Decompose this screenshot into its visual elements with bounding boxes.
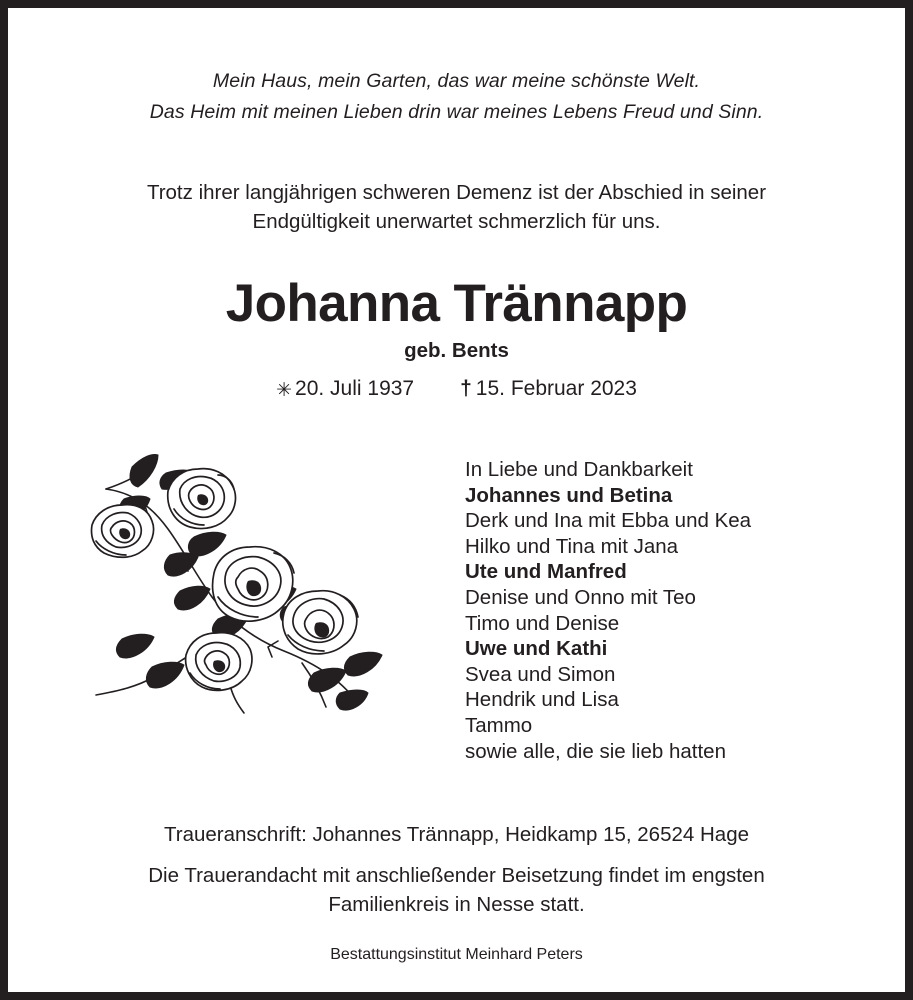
mourning-address: Traueranschrift: Johannes Trännapp, Heidkamp 15, 26524 Hage xyxy=(164,823,749,846)
verse-line-2: Das Heim mit meinen Lieben drin war meines Lebens Freud und Sinn. xyxy=(149,101,764,123)
family-line: Tammo xyxy=(465,713,533,737)
death-cross-icon: † xyxy=(460,377,472,400)
family-line: Hilko und Tina mit Jana xyxy=(465,534,679,558)
intro-block xyxy=(8,178,905,236)
birth-date: 20. Juli 1937 xyxy=(295,377,415,400)
family-line: Johannes und Betina xyxy=(465,483,673,507)
deceased-name: Johanna Trännapp xyxy=(225,274,688,333)
birth-star-icon: ✳ xyxy=(276,380,293,401)
family-block xyxy=(465,457,751,764)
family-line: Ute und Manfred xyxy=(465,560,627,584)
maiden-name: geb. Bents xyxy=(404,339,509,362)
intro-line-1: Trotz ihrer langjährigen schweren Demenz ist der Abschied in seiner xyxy=(146,181,767,204)
family-line: sowie alle, die sie lieb hatten xyxy=(465,739,726,763)
life-dates xyxy=(8,377,905,402)
family-heading: In Liebe und Dankbarkeit xyxy=(465,458,693,481)
funeral-info-line-2: Familienkreis in Nesse statt. xyxy=(328,893,585,916)
family-line: Timo und Denise xyxy=(465,611,620,635)
family-line: Uwe und Kathi xyxy=(465,637,608,661)
family-line: Svea und Simon xyxy=(465,662,616,686)
family-line: Hendrik und Lisa xyxy=(465,688,619,712)
funeral-info xyxy=(8,861,905,919)
funeral-info-line-1: Die Trauerandacht mit anschließender Beisetzung findet im engsten xyxy=(148,864,765,887)
family-line: Denise und Onno mit Teo xyxy=(465,585,696,609)
intro-line-2: Endgültigkeit unerwartet schmerzlich für uns. xyxy=(252,210,661,233)
notice-inner xyxy=(8,8,905,992)
funeral-institute: Bestattungsinstitut Meinhard Peters xyxy=(330,946,583,963)
death-date: 15. Februar 2023 xyxy=(475,377,637,400)
family-line: Derk und Ina mit Ebba und Kea xyxy=(465,509,752,533)
rose-branch-illustration xyxy=(88,451,393,726)
verse-block xyxy=(8,66,905,128)
verse-line-1: Mein Haus, mein Garten, das war meine schönste Welt. xyxy=(212,70,701,92)
